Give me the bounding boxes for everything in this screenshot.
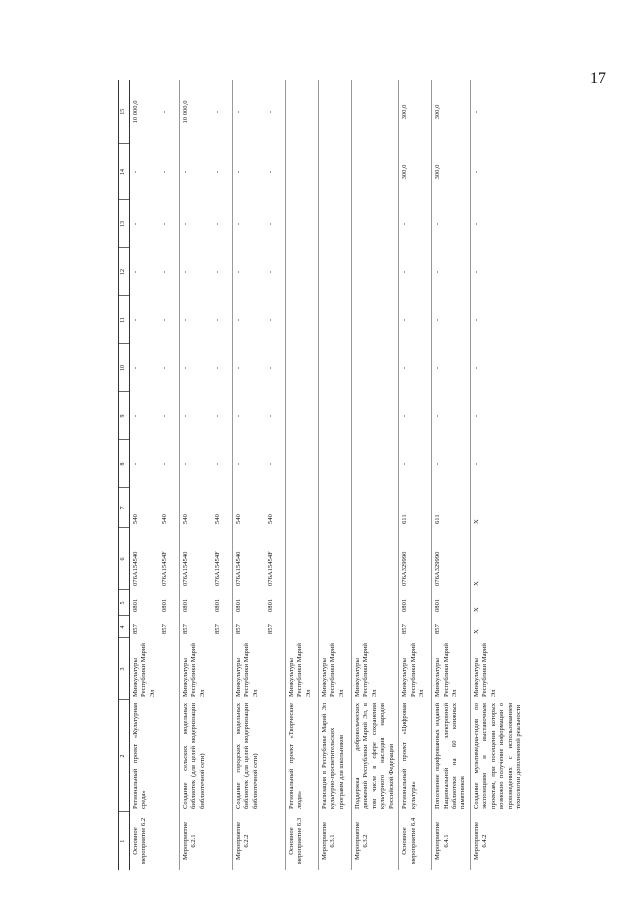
column-header-11: 11 xyxy=(119,296,130,344)
cell-col-12: - xyxy=(213,270,221,274)
cell-col-11: - xyxy=(432,296,471,344)
column-header-15: 15 xyxy=(119,80,130,144)
cell-col-5: 0801 xyxy=(179,590,212,616)
cell-col-5: 0801 xyxy=(129,590,159,616)
cell-col-10: - xyxy=(129,344,159,392)
cell-col-5: 0801 xyxy=(266,598,274,612)
cell-col-14: - xyxy=(160,170,168,174)
cell-col-6: 076A15454F xyxy=(266,551,274,586)
cell-col-8: - xyxy=(266,462,274,466)
cell-col-12: - xyxy=(129,248,159,296)
cell-col-9: - xyxy=(470,392,525,440)
column-header-13: 13 xyxy=(119,200,130,248)
column-header-2: 2 xyxy=(119,700,130,812)
cell-col-6: 076A15454F xyxy=(160,551,168,586)
table-row xyxy=(399,80,432,870)
cell-col-14 xyxy=(351,144,398,200)
cell-col-1 xyxy=(159,812,180,870)
cell-col-15: 10 000,0 xyxy=(179,80,212,144)
cell-col-8 xyxy=(351,440,398,488)
column-header-12: 12 xyxy=(119,248,130,296)
cell-col-12: - xyxy=(432,248,471,296)
cell-col-3 xyxy=(212,638,233,700)
cell-col-9 xyxy=(318,392,351,440)
cell-col-11: - xyxy=(399,296,432,344)
cell-col-12 xyxy=(285,248,318,296)
table-row xyxy=(351,80,398,870)
cell-col-8: - xyxy=(232,440,265,488)
cell-col-3: Минкультуры Республики Марий Эл xyxy=(351,638,398,700)
cell-col-12: - xyxy=(399,248,432,296)
cell-col-9: - xyxy=(266,414,274,418)
cell-col-10: - xyxy=(266,366,274,370)
table-row xyxy=(318,80,351,870)
cell-col-6: X xyxy=(470,528,525,590)
cell-col-11: - xyxy=(213,318,221,322)
cell-col-15: - xyxy=(160,110,168,114)
cell-col-5: 0801 xyxy=(160,598,168,612)
cell-col-13: - xyxy=(399,200,432,248)
cell-col-10: - xyxy=(470,344,525,392)
cell-col-12: - xyxy=(266,270,274,274)
cell-col-13: - xyxy=(129,200,159,248)
cell-col-9: - xyxy=(129,392,159,440)
table-row xyxy=(232,80,265,870)
cell-col-6 xyxy=(351,528,398,590)
cell-col-4: 857 xyxy=(213,624,221,634)
cell-col-12: - xyxy=(160,270,168,274)
cell-col-13: - xyxy=(432,200,471,248)
column-header-7: 7 xyxy=(119,488,130,528)
cell-col-11: - xyxy=(179,296,212,344)
cell-col-7 xyxy=(285,488,318,528)
cell-col-12: - xyxy=(179,248,212,296)
cell-col-15 xyxy=(318,80,351,144)
rotated-table-container xyxy=(118,80,526,870)
cell-col-11: - xyxy=(129,296,159,344)
cell-col-1: Мероприятие 6.3.2 xyxy=(351,812,398,870)
cell-col-7: 540 xyxy=(232,488,265,528)
cell-col-14: - xyxy=(129,144,159,200)
table-row xyxy=(179,80,212,870)
cell-col-4: 857 xyxy=(232,616,265,638)
cell-col-10 xyxy=(351,344,398,392)
cell-col-8: - xyxy=(399,440,432,488)
column-header-9: 9 xyxy=(119,392,130,440)
cell-col-1: Основное мероприятие 6.3 xyxy=(285,812,318,870)
column-header-1: 1 xyxy=(119,812,130,870)
cell-col-6: 076A15454F xyxy=(213,551,221,586)
table-row xyxy=(470,80,525,870)
cell-col-4: 857 xyxy=(160,624,168,634)
table-row xyxy=(129,80,159,870)
cell-col-3: Минкультуры Республики Марий Эл xyxy=(285,638,318,700)
cell-col-11: - xyxy=(266,318,274,322)
cell-col-9: - xyxy=(160,414,168,418)
table-row xyxy=(265,80,286,870)
cell-col-4: 857 xyxy=(129,616,159,638)
cell-col-13: - xyxy=(213,222,221,226)
cell-col-2: Создание городских модельных библиотек (для целей модернизации библиотечной сети) xyxy=(232,700,265,812)
cell-col-2: Региональный проект «Культурная среда» xyxy=(129,700,159,812)
cell-col-1: Мероприятие 6.4.1 xyxy=(432,812,471,870)
cell-col-2: Создание сельских модельных библиотек (для целей модернизации библиотечной сети) xyxy=(179,700,212,812)
cell-col-9 xyxy=(285,392,318,440)
cell-col-8: - xyxy=(213,462,221,466)
cell-col-13 xyxy=(285,200,318,248)
cell-col-14: - xyxy=(213,170,221,174)
cell-col-3 xyxy=(265,638,286,700)
cell-col-11: - xyxy=(470,296,525,344)
cell-col-4: 857 xyxy=(432,616,471,638)
cell-col-4: 857 xyxy=(179,616,212,638)
cell-col-8: - xyxy=(432,440,471,488)
cell-col-7: 611 xyxy=(432,488,471,528)
cell-col-15: 10 000,0 xyxy=(129,80,159,144)
cell-col-8: - xyxy=(160,462,168,466)
cell-col-7: X xyxy=(470,488,525,528)
cell-col-12 xyxy=(351,248,398,296)
cell-col-14 xyxy=(318,144,351,200)
cell-col-5: X xyxy=(470,590,525,616)
cell-col-14: - xyxy=(266,170,274,174)
cell-col-3: Минкультуры Республики Марий Эл xyxy=(232,638,265,700)
cell-col-2: Реализация в Республике Марий Эл культурно-просветительских программ для школьников xyxy=(318,700,351,812)
cell-col-13 xyxy=(351,200,398,248)
column-header-4: 4 xyxy=(119,616,130,638)
cell-col-4: 857 xyxy=(266,624,274,634)
cell-col-7: 540 xyxy=(129,488,159,528)
cell-col-2 xyxy=(212,700,233,812)
table-body xyxy=(129,80,525,870)
cell-col-5 xyxy=(351,590,398,616)
table-row xyxy=(212,80,233,870)
program-table xyxy=(118,80,526,870)
cell-col-10: - xyxy=(160,366,168,370)
cell-col-15: - xyxy=(213,110,221,114)
table-row xyxy=(285,80,318,870)
table-row xyxy=(432,80,471,870)
cell-col-6: 076A154540 xyxy=(232,528,265,590)
cell-col-13 xyxy=(318,200,351,248)
cell-col-14: - xyxy=(470,144,525,200)
cell-col-10: - xyxy=(179,344,212,392)
cell-col-1: Основное мероприятие 6.4 xyxy=(399,812,432,870)
cell-col-2: Создание мультимедиа-гидов по экспозициям и выставочным проектам, при посещении которых возможно получение информации о произведениях с использованием технологии дополненной реальности xyxy=(470,700,525,812)
cell-col-15 xyxy=(351,80,398,144)
cell-col-2: Поддержка добровольческих движений Республики Марий Эл, в том числе в сфере сохранения культурного наследия народов Российской Федерации xyxy=(351,700,398,812)
cell-col-8 xyxy=(285,440,318,488)
cell-col-15: - xyxy=(470,80,525,144)
page-number: 17 xyxy=(590,70,606,87)
cell-col-15: 300,0 xyxy=(432,80,471,144)
cell-col-5 xyxy=(285,590,318,616)
cell-col-3: Минкультуры Республики Марий Эл xyxy=(432,638,471,700)
column-header-14: 14 xyxy=(119,144,130,200)
cell-col-1: Основное мероприятие 6.2 xyxy=(129,812,159,870)
cell-col-5: 0801 xyxy=(213,598,221,612)
cell-col-15: - xyxy=(266,110,274,114)
cell-col-7 xyxy=(318,488,351,528)
cell-col-14: 300,0 xyxy=(399,144,432,200)
cell-col-6: 076A154540 xyxy=(179,528,212,590)
cell-col-7: 540 xyxy=(179,488,212,528)
cell-col-14: 300,0 xyxy=(432,144,471,200)
cell-col-14 xyxy=(285,144,318,200)
cell-col-9 xyxy=(351,392,398,440)
cell-col-14: - xyxy=(232,144,265,200)
cell-col-7: 540 xyxy=(160,514,168,524)
cell-col-2 xyxy=(159,700,180,812)
cell-col-9: - xyxy=(179,392,212,440)
cell-col-9: - xyxy=(432,392,471,440)
cell-col-11 xyxy=(285,296,318,344)
cell-col-1: Мероприятие 6.2.2 xyxy=(232,812,265,870)
cell-col-10 xyxy=(318,344,351,392)
cell-col-7: 540 xyxy=(213,514,221,524)
cell-col-7 xyxy=(351,488,398,528)
cell-col-11: - xyxy=(160,318,168,322)
column-header-3: 3 xyxy=(119,638,130,700)
cell-col-6 xyxy=(318,528,351,590)
cell-col-4: X xyxy=(470,616,525,638)
cell-col-8: - xyxy=(129,440,159,488)
cell-col-11: - xyxy=(232,296,265,344)
cell-col-7: 540 xyxy=(266,514,274,524)
cell-col-13: - xyxy=(266,222,274,226)
cell-col-3: Минкультуры Республики Марий Эл xyxy=(399,638,432,700)
cell-col-11 xyxy=(318,296,351,344)
cell-col-11 xyxy=(351,296,398,344)
cell-col-8: - xyxy=(179,440,212,488)
cell-col-5: 0801 xyxy=(399,590,432,616)
cell-col-3: Минкультуры Республики Марий Эл xyxy=(318,638,351,700)
cell-col-8 xyxy=(318,440,351,488)
cell-col-12 xyxy=(318,248,351,296)
column-header-10: 10 xyxy=(119,344,130,392)
cell-col-10 xyxy=(285,344,318,392)
column-header-5: 5 xyxy=(119,590,130,616)
column-header-6: 6 xyxy=(119,528,130,590)
cell-col-13: - xyxy=(470,200,525,248)
cell-col-6: 076A329990 xyxy=(399,528,432,590)
cell-col-9: - xyxy=(399,392,432,440)
header-row xyxy=(119,80,130,870)
cell-col-13: - xyxy=(179,200,212,248)
cell-col-14: - xyxy=(179,144,212,200)
column-header-8: 8 xyxy=(119,440,130,488)
cell-col-3: Минкультуры Республики Марий Эл xyxy=(470,638,525,700)
cell-col-10: - xyxy=(213,366,221,370)
cell-col-3: Минкультуры Республики Марий Эл xyxy=(129,638,159,700)
cell-col-12: - xyxy=(470,248,525,296)
cell-col-1: Мероприятие 6.4.2 xyxy=(470,812,525,870)
cell-col-1 xyxy=(265,812,286,870)
cell-col-4 xyxy=(351,616,398,638)
cell-col-2 xyxy=(265,700,286,812)
cell-col-4: 857 xyxy=(399,616,432,638)
cell-col-15 xyxy=(285,80,318,144)
cell-col-4 xyxy=(318,616,351,638)
cell-col-8: - xyxy=(470,440,525,488)
cell-col-6: 076A154540 xyxy=(129,528,159,590)
cell-col-10: - xyxy=(232,344,265,392)
cell-col-13: - xyxy=(160,222,168,226)
cell-col-6: 076A329990 xyxy=(432,528,471,590)
cell-col-5 xyxy=(318,590,351,616)
cell-col-1 xyxy=(212,812,233,870)
cell-col-2: Региональный проект «Цифровая культура» xyxy=(399,700,432,812)
cell-col-10: - xyxy=(432,344,471,392)
cell-col-4 xyxy=(285,616,318,638)
cell-col-15: - xyxy=(232,80,265,144)
cell-col-7: 611 xyxy=(399,488,432,528)
cell-col-10: - xyxy=(399,344,432,392)
cell-col-6 xyxy=(285,528,318,590)
cell-col-9: - xyxy=(232,392,265,440)
cell-col-13: - xyxy=(232,200,265,248)
cell-col-3: Минкультуры Республики Марий Эл xyxy=(179,638,212,700)
cell-col-15: 300,0 xyxy=(399,80,432,144)
table-row xyxy=(159,80,180,870)
cell-col-12: - xyxy=(232,248,265,296)
cell-col-5: 0801 xyxy=(432,590,471,616)
cell-col-9: - xyxy=(213,414,221,418)
cell-col-1: Мероприятие 6.3.1 xyxy=(318,812,351,870)
cell-col-3 xyxy=(159,638,180,700)
cell-col-2: Пополнение оцифрованных изданий Национальной электронной библиотеки на 60 книжных памятников xyxy=(432,700,471,812)
cell-col-2: Региональный проект «Творческие люди» xyxy=(285,700,318,812)
cell-col-1: Мероприятие 6.2.1 xyxy=(179,812,212,870)
cell-col-5: 0801 xyxy=(232,590,265,616)
